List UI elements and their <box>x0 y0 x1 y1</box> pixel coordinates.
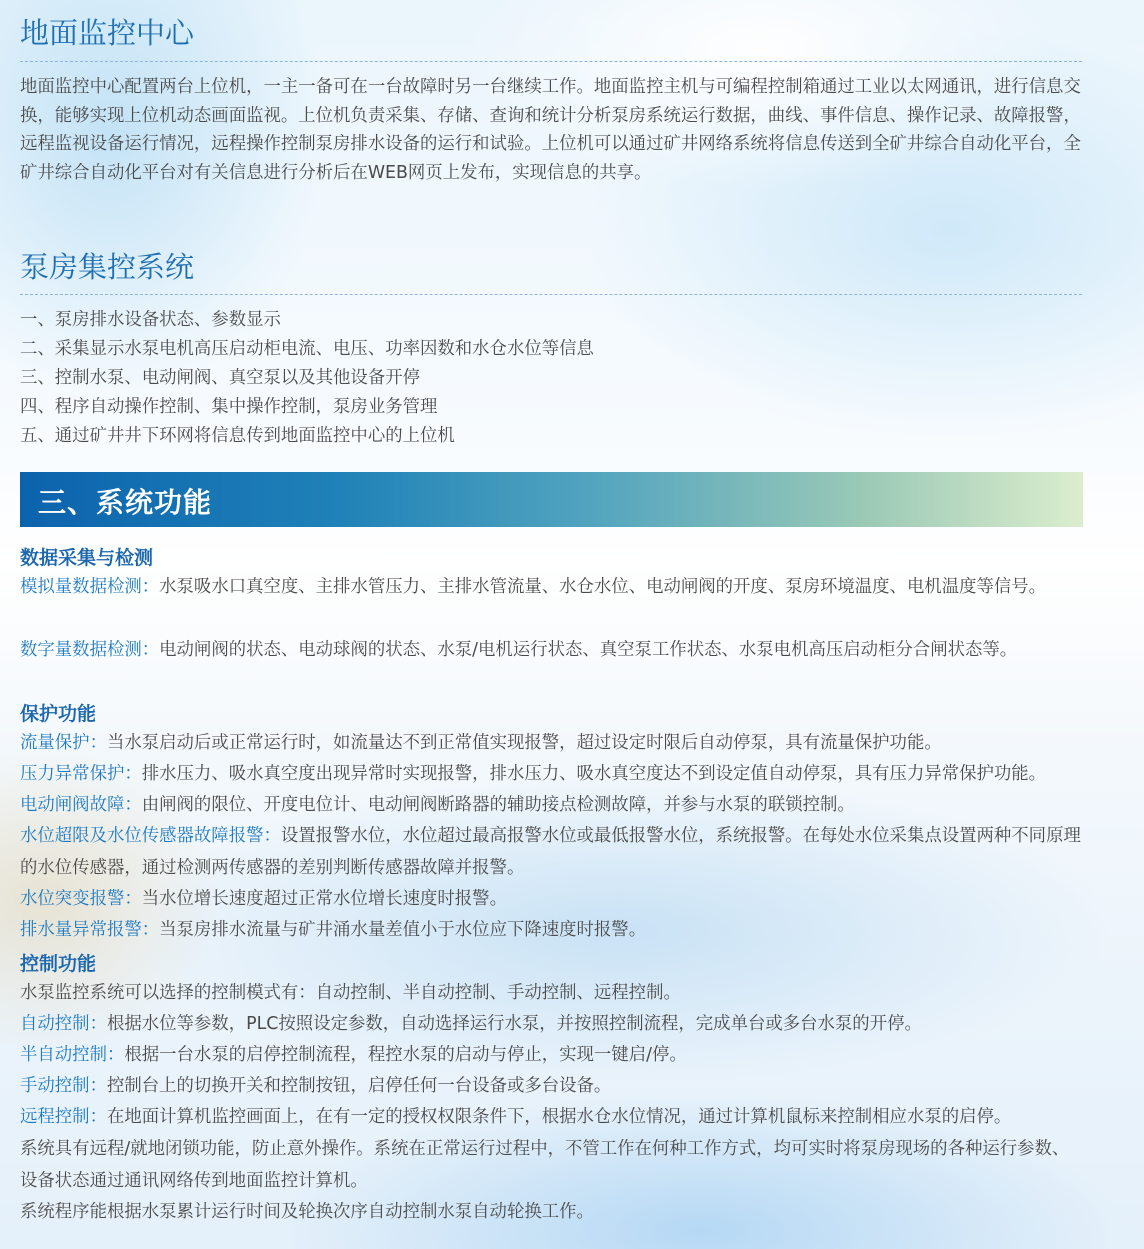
list-item: 三、控制水泵、电动闸阀、真空泵以及其他设备开停 <box>20 368 420 388</box>
semi-auto-control-item <box>20 1040 1082 1072</box>
item-text: 当泵房排水流量与矿井涌水量差值小于水位应下降速度时报警。 <box>159 920 647 940</box>
item-text: 在地面计算机监控画面上，在有一定的授权权限条件下，根据水仓水位情况，通过计算机鼠标来控制相应水泵的启停。 <box>106 1107 1012 1127</box>
item-text: 电动闸阀的状态、电动球阀的状态、水泵/电机运行状态、真空泵工作状态、水泵电机高压启动柜分合闸状态等。 <box>159 640 1018 660</box>
monitoring-center-description: 地面监控中心配置两台上位机，一主一备可在一台故障时另一台继续工作。地面监控主机与可编程控制箱通过工业以太网通讯，进行信息交换，能够实现上位机动态画面监视。上位机负责采集、存储、查询和统计分析泵房系统运行数据，曲线、事件信息、操作记录、故障报警，远程监视设备运行情况，远程操作控制泵房排水设备的运行和试验。上位机可以通过矿井网络系统将信息传送到全矿井综合自动化平台，全矿井综合自动化平台对有关信息进行分析后在WEB网页上发布，实现信息的共享。 <box>20 77 1081 183</box>
section-title-monitoring-center: 地面监控中心 <box>20 16 195 50</box>
item-text: 当水泵启动后或正常运行时，如流量达不到正常值实现报警，超过设定时限后自动停泵，具有流量保护功能。 <box>106 733 942 753</box>
section-title-pump-room-system: 泵房集控系统 <box>20 250 195 284</box>
list-item: 五、通过矿井井下环网将信息传到地面监控中心的上位机 <box>20 426 455 446</box>
heading-data-acquisition: 数据采集与检测 <box>20 547 154 569</box>
interlock-description: 系统具有远程/就地闭锁功能，防止意外操作。系统在正常运行过程中，不管工作在何种工作方式，均可实时将泵房现场的各种运行参数、设备状态通过通讯网络传到地面监控计算机。 <box>20 1139 1070 1191</box>
flow-protection-item <box>20 728 1082 760</box>
pressure-protection-item <box>20 759 1082 791</box>
item-text: 排水压力、吸水真空度出现异常时实现报警，排水压力、吸水真空度达不到设定值自动停泵，具有压力异常保护功能。 <box>141 764 1047 784</box>
drainage-abnormal-item <box>20 915 1082 947</box>
item-label: 远程控制： <box>20 1107 107 1127</box>
list-item: 一、泵房排水设备状态、参数显示 <box>20 310 281 330</box>
pump-room-feature-list <box>20 306 594 451</box>
item-text: 当水位增长速度超过正常水位增长速度时报警。 <box>141 889 507 909</box>
heading-protection: 保护功能 <box>20 703 97 725</box>
item-label: 半自动控制： <box>20 1045 125 1065</box>
list-item: 二、采集显示水泵电机高压启动柜电流、电压、功率因数和水仓水位等信息 <box>20 339 594 359</box>
item-label: 电动闸阀故障： <box>20 795 142 815</box>
list-item: 四、程序自动操作控制、集中操作控制，泵房业务管理 <box>20 397 438 417</box>
item-label: 水位突变报警： <box>20 889 142 909</box>
dashed-divider <box>20 294 1082 295</box>
rotation-description: 系统程序能根据水泵累计运行时间及轮换次序自动控制水泵自动轮换工作。 <box>20 1202 594 1222</box>
valve-fault-item <box>20 790 1082 822</box>
item-text: 设置报警水位，水位超过最高报警水位或最低报警水位，系统报警。在每处水位采集点设置两种不同原理的水位传感器，通过检测两传感器的差别判断传感器故障并报警。 <box>20 826 1081 878</box>
auto-control-item <box>20 1009 1082 1041</box>
item-label: 数字量数据检测： <box>20 640 160 660</box>
item-label: 流量保护： <box>20 733 107 753</box>
section-banner <box>20 472 1083 527</box>
control-modes-intro: 水泵监控系统可以选择的控制模式有：自动控制、半自动控制、手动控制、远程控制。 <box>20 983 681 1003</box>
remote-control-item <box>20 1102 1082 1134</box>
item-label: 手动控制： <box>20 1076 107 1096</box>
dashed-divider <box>20 61 1082 62</box>
item-label: 自动控制： <box>20 1014 107 1034</box>
water-level-alarm-item <box>20 821 1082 884</box>
analog-detection-item <box>20 572 1082 604</box>
item-text: 根据水位等参数，PLC按照设定参数，自动选择运行水泵，并按照控制流程，完成单台或多台水泵的开停。 <box>106 1014 922 1034</box>
item-label: 压力异常保护： <box>20 764 142 784</box>
item-label: 模拟量数据检测： <box>20 577 160 597</box>
item-label: 排水量异常报警： <box>20 920 160 940</box>
item-text: 控制台上的切换开关和控制按钮，启停任何一台设备或多台设备。 <box>106 1076 612 1096</box>
item-text: 由闸阀的限位、开度电位计、电动闸阀断路器的辅助接点检测故障，并参与水泵的联锁控制。 <box>141 795 855 815</box>
heading-control: 控制功能 <box>20 953 97 975</box>
water-level-surge-item <box>20 884 1082 916</box>
banner-title: 三、系统功能 <box>38 486 213 519</box>
digital-detection-item <box>20 635 1082 667</box>
item-text: 根据一台水泵的启停控制流程，程控水泵的启动与停止，实现一键启/停。 <box>124 1045 687 1065</box>
item-text: 水泵吸水口真空度、主排水管压力、主排水管流量、水仓水位、电动闸阀的开度、泵房环境温度、电机温度等信号。 <box>159 577 1047 597</box>
manual-control-item <box>20 1071 1082 1103</box>
item-label: 水位超限及水位传感器故障报警： <box>20 826 281 846</box>
